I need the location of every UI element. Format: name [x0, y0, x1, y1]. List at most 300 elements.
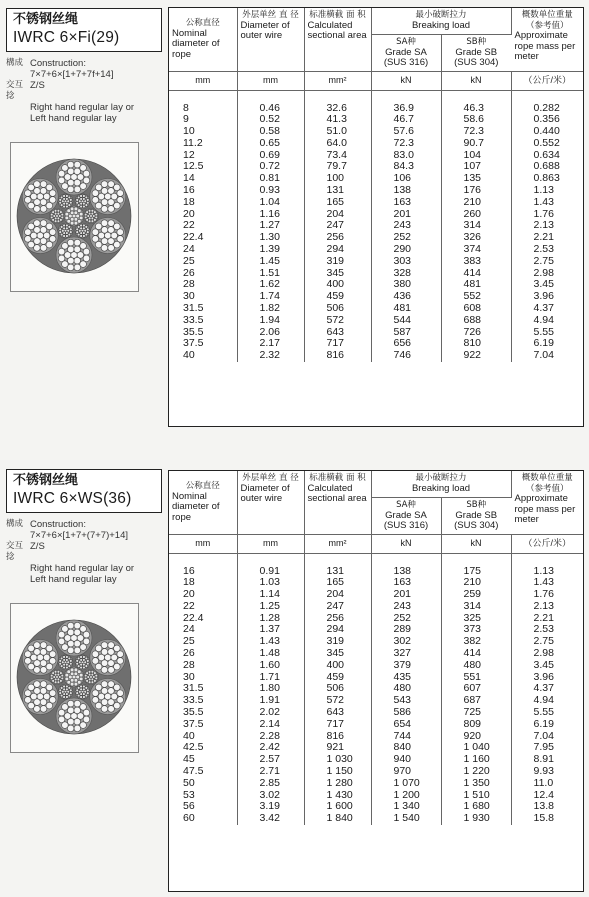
product-title-box: [6, 8, 162, 52]
cell-rope-mass: 2.13: [533, 599, 554, 612]
cell-rope-mass: 0.356: [533, 113, 560, 126]
rope-info-panel: [6, 469, 164, 585]
cell-outer-wire-diameter: 1.30: [237, 232, 304, 244]
table-row: [169, 327, 583, 339]
cell-rope-mass: 2.21: [533, 231, 554, 244]
cell-nominal-diameter: 40: [169, 731, 237, 743]
unit-mass: （公斤/米）: [511, 71, 583, 90]
cell-sectional-area: 816: [304, 731, 371, 743]
cell-sectional-area: 165: [304, 197, 371, 209]
cell-nominal-diameter: 16: [169, 185, 237, 197]
cell-sectional-area: 319: [304, 256, 371, 268]
cell-breaking-load-sa: 586: [371, 707, 441, 719]
cell-breaking-load-sb: 920: [441, 731, 511, 743]
cell-nominal-diameter: 16: [169, 566, 237, 578]
construction-label: Construction:: [30, 519, 86, 530]
cell-nominal-diameter: 47.5: [169, 766, 237, 778]
lay-description-2: Left hand regular lay: [30, 113, 117, 124]
cell-breaking-load-sb: 58.6: [441, 114, 511, 126]
cell-rope-mass: 4.94: [533, 313, 554, 326]
cell-sectional-area: 717: [304, 338, 371, 350]
cell-outer-wire-diameter: 1.71: [237, 672, 304, 684]
unit-mm2: mm²: [304, 71, 371, 90]
cell-sectional-area: 51.0: [304, 126, 371, 138]
table-row: [169, 244, 583, 256]
cell-nominal-diameter: 37.5: [169, 338, 237, 350]
unit-mm: mm: [169, 534, 237, 553]
cell-sectional-area: 921: [304, 742, 371, 754]
cell-nominal-diameter: 31.5: [169, 303, 237, 315]
cell-sectional-area: 32.6: [304, 103, 371, 115]
cell-sectional-area: 204: [304, 209, 371, 221]
cell-breaking-load-sb: 1 930: [441, 813, 511, 825]
table-row: [169, 660, 583, 672]
cell-outer-wire-diameter: 2.32: [237, 350, 304, 362]
cell-nominal-diameter: 18: [169, 197, 237, 209]
cell-sectional-area: 204: [304, 589, 371, 601]
cell-rope-mass: 0.634: [533, 148, 560, 161]
cell-breaking-load-sa: 290: [371, 244, 441, 256]
units-row: [169, 534, 583, 553]
cell-breaking-load-sa: 252: [371, 613, 441, 625]
cell-breaking-load-sb: 175: [441, 566, 511, 578]
unit-mm: mm: [237, 71, 304, 90]
cell-outer-wire-diameter: 0.69: [237, 150, 304, 162]
cell-nominal-diameter: 20: [169, 209, 237, 221]
cell-sectional-area: 64.0: [304, 138, 371, 150]
cell-outer-wire-diameter: 2.57: [237, 754, 304, 766]
table-row: [169, 126, 583, 138]
cell-breaking-load-sa: 1 340: [371, 801, 441, 813]
cell-nominal-diameter: 24: [169, 624, 237, 636]
table-row: [169, 813, 583, 825]
cell-breaking-load-sa: 302: [371, 636, 441, 648]
cell-sectional-area: 1 430: [304, 790, 371, 802]
cell-breaking-load-sa: 327: [371, 648, 441, 660]
table-row: [169, 268, 583, 280]
cell-outer-wire-diameter: 1.45: [237, 256, 304, 268]
cell-breaking-load-sb: 1 160: [441, 754, 511, 766]
cell-rope-mass: 5.55: [533, 706, 554, 719]
cell-breaking-load-sb: 210: [441, 197, 511, 209]
cell-breaking-load-sb: 552: [441, 291, 511, 303]
cell-breaking-load-sb: 382: [441, 636, 511, 648]
cell-rope-mass: 4.37: [533, 302, 554, 315]
cell-outer-wire-diameter: 1.48: [237, 648, 304, 660]
cell-breaking-load-sb: 104: [441, 150, 511, 162]
table-row: [169, 731, 583, 743]
cell-breaking-load-sa: 480: [371, 683, 441, 695]
table-row: [169, 742, 583, 754]
cell-breaking-load-sb: 325: [441, 613, 511, 625]
unit-kn: kN: [441, 534, 511, 553]
unit-mass: （公斤/米）: [511, 534, 583, 553]
cell-breaking-load-sa: 138: [371, 185, 441, 197]
cell-rope-mass: 0.863: [533, 172, 560, 185]
cell-breaking-load-sa: 587: [371, 327, 441, 339]
table-row: [169, 790, 583, 802]
specification-table: [168, 7, 584, 427]
cell-outer-wire-diameter: 2.42: [237, 742, 304, 754]
cell-outer-wire-diameter: 3.02: [237, 790, 304, 802]
cell-breaking-load-sb: 687: [441, 695, 511, 707]
cell-nominal-diameter: 24: [169, 244, 237, 256]
col-outer-wire-diameter: 外层单丝 直 径 Diameter of outer wire: [237, 8, 304, 71]
cell-breaking-load-sb: 1 040: [441, 742, 511, 754]
cell-rope-mass: 0.688: [533, 160, 560, 173]
cell-rope-mass: 2.98: [533, 647, 554, 660]
cell-sectional-area: 459: [304, 291, 371, 303]
cell-rope-mass: 2.53: [533, 243, 554, 256]
cell-breaking-load-sa: 106: [371, 173, 441, 185]
lay-value: Z/S: [30, 541, 45, 552]
cell-sectional-area: 294: [304, 624, 371, 636]
cell-outer-wire-diameter: 1.04: [237, 197, 304, 209]
cell-nominal-diameter: 26: [169, 268, 237, 280]
table-row: [169, 754, 583, 766]
cell-breaking-load-sa: 36.9: [371, 103, 441, 115]
cell-breaking-load-sa: 289: [371, 624, 441, 636]
cell-outer-wire-diameter: 0.81: [237, 173, 304, 185]
cell-nominal-diameter: 22.4: [169, 232, 237, 244]
cell-sectional-area: 1 030: [304, 754, 371, 766]
table-row: [169, 103, 583, 115]
table-row: [169, 291, 583, 303]
cell-nominal-diameter: 40: [169, 350, 237, 362]
cell-breaking-load-sa: 1 070: [371, 778, 441, 790]
cell-outer-wire-diameter: 2.06: [237, 327, 304, 339]
cell-rope-mass: 7.04: [533, 729, 554, 742]
cell-outer-wire-diameter: 2.85: [237, 778, 304, 790]
table-row: [169, 648, 583, 660]
cell-rope-mass: 0.552: [533, 136, 560, 149]
cell-breaking-load-sa: 1 200: [371, 790, 441, 802]
table-row: [169, 303, 583, 315]
units-row: [169, 71, 583, 90]
cell-rope-mass: 2.53: [533, 623, 554, 636]
table-row: [169, 256, 583, 268]
specification-table: [168, 470, 584, 892]
cell-outer-wire-diameter: 1.37: [237, 624, 304, 636]
cell-breaking-load-sb: 810: [441, 338, 511, 350]
cell-breaking-load-sa: 379: [371, 660, 441, 672]
cell-outer-wire-diameter: 0.91: [237, 566, 304, 578]
cell-breaking-load-sb: 90.7: [441, 138, 511, 150]
table-row: [169, 577, 583, 589]
cell-outer-wire-diameter: 1.03: [237, 577, 304, 589]
table-row: [169, 197, 583, 209]
cell-sectional-area: 79.7: [304, 161, 371, 173]
construction-key: 構成: [6, 519, 24, 529]
cell-sectional-area: 131: [304, 566, 371, 578]
cell-breaking-load-sa: 243: [371, 601, 441, 613]
cell-outer-wire-diameter: 1.80: [237, 683, 304, 695]
table-row: [169, 279, 583, 291]
cell-breaking-load-sa: 303: [371, 256, 441, 268]
cell-nominal-diameter: 20: [169, 589, 237, 601]
cell-breaking-load-sb: 135: [441, 173, 511, 185]
cell-breaking-load-sa: 46.7: [371, 114, 441, 126]
col-grade-sb: SB种 Grade SB (SUS 304): [441, 498, 511, 535]
cell-nominal-diameter: 50: [169, 778, 237, 790]
cell-rope-mass: 7.95: [533, 741, 554, 754]
cell-outer-wire-diameter: 1.14: [237, 589, 304, 601]
cell-sectional-area: 400: [304, 279, 371, 291]
table-row: [169, 350, 583, 362]
table-row: [169, 766, 583, 778]
cell-sectional-area: 131: [304, 185, 371, 197]
cell-breaking-load-sa: 436: [371, 291, 441, 303]
table-row: [169, 220, 583, 232]
cell-breaking-load-sb: 373: [441, 624, 511, 636]
cell-sectional-area: 73.4: [304, 150, 371, 162]
cell-rope-mass: 3.45: [533, 278, 554, 291]
cell-sectional-area: 256: [304, 613, 371, 625]
cell-sectional-area: 345: [304, 648, 371, 660]
cell-rope-mass: 15.8: [533, 812, 554, 825]
cell-outer-wire-diameter: 3.42: [237, 813, 304, 825]
cell-nominal-diameter: 33.5: [169, 315, 237, 327]
cell-breaking-load-sa: 201: [371, 589, 441, 601]
cell-breaking-load-sb: 314: [441, 220, 511, 232]
cell-breaking-load-sb: 210: [441, 577, 511, 589]
table-row: [169, 173, 583, 185]
construction-info: [6, 58, 164, 124]
lay-description-1: Right hand regular lay or: [30, 102, 135, 113]
cell-sectional-area: 506: [304, 683, 371, 695]
cell-rope-mass: 1.13: [533, 184, 554, 197]
cell-breaking-load-sa: 380: [371, 279, 441, 291]
cell-nominal-diameter: 45: [169, 754, 237, 766]
table-row: [169, 601, 583, 613]
cell-nominal-diameter: 18: [169, 577, 237, 589]
cell-rope-mass: 3.96: [533, 290, 554, 303]
cell-outer-wire-diameter: 1.27: [237, 220, 304, 232]
cell-sectional-area: 319: [304, 636, 371, 648]
cell-sectional-area: 400: [304, 660, 371, 672]
lay-description-2: Left hand regular lay: [30, 574, 117, 585]
cell-outer-wire-diameter: 3.19: [237, 801, 304, 813]
col-nominal-diameter: 公称直径 Nominal diameter of rope: [169, 8, 237, 71]
cell-breaking-load-sa: 654: [371, 719, 441, 731]
cell-nominal-diameter: 22: [169, 220, 237, 232]
cell-breaking-load-sb: 607: [441, 683, 511, 695]
cell-breaking-load-sb: 1 220: [441, 766, 511, 778]
cell-breaking-load-sb: 259: [441, 589, 511, 601]
cell-outer-wire-diameter: 1.91: [237, 695, 304, 707]
cell-breaking-load-sb: 414: [441, 648, 511, 660]
rope-cross-section-image: [11, 604, 138, 752]
cell-outer-wire-diameter: 1.25: [237, 601, 304, 613]
cell-rope-mass: 6.19: [533, 337, 554, 350]
table-row: [169, 232, 583, 244]
col-breaking-load: 最小破断拉力 Breaking load: [371, 8, 511, 35]
cell-breaking-load-sa: 746: [371, 350, 441, 362]
cell-rope-mass: 1.76: [533, 588, 554, 601]
cell-outer-wire-diameter: 0.58: [237, 126, 304, 138]
table-row: [169, 589, 583, 601]
cell-breaking-load-sb: 922: [441, 350, 511, 362]
col-grade-sa: SA种 Grade SA (SUS 316): [371, 35, 441, 72]
col-grade-sb: SB种 Grade SB (SUS 304): [441, 35, 511, 72]
cell-breaking-load-sa: 72.3: [371, 138, 441, 150]
cell-breaking-load-sa: 57.6: [371, 126, 441, 138]
cell-rope-mass: 1.43: [533, 195, 554, 208]
cell-nominal-diameter: 22.4: [169, 613, 237, 625]
cell-nominal-diameter: 28: [169, 660, 237, 672]
construction-label: Construction:: [30, 58, 86, 69]
cell-nominal-diameter: 56: [169, 801, 237, 813]
cell-sectional-area: 1 840: [304, 813, 371, 825]
product-title-cn: 不锈钢丝绳: [13, 12, 79, 27]
cell-breaking-load-sa: 163: [371, 197, 441, 209]
cell-nominal-diameter: 10: [169, 126, 237, 138]
cell-nominal-diameter: 42.5: [169, 742, 237, 754]
cell-breaking-load-sb: 726: [441, 327, 511, 339]
cell-breaking-load-sa: 435: [371, 672, 441, 684]
cell-breaking-load-sa: 201: [371, 209, 441, 221]
cell-nominal-diameter: 26: [169, 648, 237, 660]
cell-breaking-load-sb: 551: [441, 672, 511, 684]
cell-nominal-diameter: 33.5: [169, 695, 237, 707]
cell-breaking-load-sb: 1 680: [441, 801, 511, 813]
cell-outer-wire-diameter: 0.46: [237, 103, 304, 115]
cell-nominal-diameter: 25: [169, 256, 237, 268]
cell-rope-mass: 3.45: [533, 658, 554, 671]
cell-breaking-load-sa: 328: [371, 268, 441, 280]
cell-breaking-load-sa: 138: [371, 566, 441, 578]
unit-mm: mm: [237, 534, 304, 553]
table-row: [169, 150, 583, 162]
unit-kn: kN: [371, 534, 441, 553]
table-row: [169, 114, 583, 126]
cell-sectional-area: 247: [304, 220, 371, 232]
cell-sectional-area: 459: [304, 672, 371, 684]
cell-breaking-load-sa: 970: [371, 766, 441, 778]
cell-outer-wire-diameter: 2.14: [237, 719, 304, 731]
cell-breaking-load-sa: 83.0: [371, 150, 441, 162]
cell-sectional-area: 717: [304, 719, 371, 731]
cell-breaking-load-sa: 543: [371, 695, 441, 707]
table-row: [169, 338, 583, 350]
table-row: [169, 566, 583, 578]
cell-rope-mass: 13.8: [533, 800, 554, 813]
cell-nominal-diameter: 31.5: [169, 683, 237, 695]
cell-rope-mass: 5.55: [533, 325, 554, 338]
col-sectional-area: 标准横截 面 积 Calculated sectional area: [304, 8, 371, 71]
cell-breaking-load-sa: 84.3: [371, 161, 441, 173]
cell-breaking-load-sb: 1 510: [441, 790, 511, 802]
cell-breaking-load-sb: 260: [441, 209, 511, 221]
cell-outer-wire-diameter: 1.16: [237, 209, 304, 221]
cell-breaking-load-sa: 840: [371, 742, 441, 754]
cell-sectional-area: 294: [304, 244, 371, 256]
cell-rope-mass: 11.0: [533, 776, 554, 789]
cell-breaking-load-sb: 809: [441, 719, 511, 731]
cell-nominal-diameter: 35.5: [169, 707, 237, 719]
cell-breaking-load-sb: 107: [441, 161, 511, 173]
cell-breaking-load-sb: 383: [441, 256, 511, 268]
table-row: [169, 161, 583, 173]
cell-sectional-area: 100: [304, 173, 371, 185]
cell-outer-wire-diameter: 1.82: [237, 303, 304, 315]
cell-breaking-load-sb: 414: [441, 268, 511, 280]
cell-breaking-load-sa: 481: [371, 303, 441, 315]
col-sectional-area: 标准横截 面 积 Calculated sectional area: [304, 471, 371, 534]
cell-rope-mass: 1.43: [533, 576, 554, 589]
product-title-en: IWRC 6×Fi(29): [13, 29, 120, 46]
unit-mm2: mm²: [304, 534, 371, 553]
cell-breaking-load-sb: 1 350: [441, 778, 511, 790]
col-rope-mass: 概数单位重量 （参考值） Approximate rope mass per meter: [511, 471, 583, 534]
cell-rope-mass: 4.37: [533, 682, 554, 695]
rope-cross-section-image: [11, 143, 138, 291]
col-outer-wire-diameter: 外层单丝 直 径 Diameter of outer wire: [237, 471, 304, 534]
product-title-en: IWRC 6×WS(36): [13, 490, 132, 507]
unit-kn: kN: [441, 71, 511, 90]
cell-outer-wire-diameter: 2.28: [237, 731, 304, 743]
cell-nominal-diameter: 37.5: [169, 719, 237, 731]
cell-nominal-diameter: 35.5: [169, 327, 237, 339]
cell-outer-wire-diameter: 1.62: [237, 279, 304, 291]
table-row: [169, 695, 583, 707]
table-row: [169, 185, 583, 197]
table-row: [169, 778, 583, 790]
cell-outer-wire-diameter: 1.28: [237, 613, 304, 625]
cell-nominal-diameter: 28: [169, 279, 237, 291]
cell-breaking-load-sa: 744: [371, 731, 441, 743]
construction-value: 7×7+6×[1+7+7f+14]: [30, 69, 114, 80]
cell-breaking-load-sb: 314: [441, 601, 511, 613]
cell-sectional-area: 256: [304, 232, 371, 244]
cell-rope-mass: 2.75: [533, 254, 554, 267]
cell-sectional-area: 643: [304, 707, 371, 719]
cell-rope-mass: 1.76: [533, 207, 554, 220]
cell-breaking-load-sb: 608: [441, 303, 511, 315]
cell-outer-wire-diameter: 2.71: [237, 766, 304, 778]
cell-sectional-area: 816: [304, 350, 371, 362]
cell-breaking-load-sa: 243: [371, 220, 441, 232]
lay-description-1: Right hand regular lay or: [30, 563, 135, 574]
cell-sectional-area: 572: [304, 695, 371, 707]
rope-info-panel: [6, 8, 164, 124]
cell-outer-wire-diameter: 1.60: [237, 660, 304, 672]
table-row: [169, 315, 583, 327]
cell-outer-wire-diameter: 2.17: [237, 338, 304, 350]
table-row: [169, 636, 583, 648]
cell-rope-mass: 3.96: [533, 670, 554, 683]
table-row: [169, 707, 583, 719]
col-rope-mass: 概数单位重量 （参考值） Approximate rope mass per meter: [511, 8, 583, 71]
cell-nominal-diameter: 30: [169, 672, 237, 684]
cell-sectional-area: 572: [304, 315, 371, 327]
table-body: [169, 90, 583, 362]
rope-cross-section-diagram: [10, 142, 139, 292]
cell-nominal-diameter: 12: [169, 150, 237, 162]
cell-rope-mass: 2.75: [533, 635, 554, 648]
cell-outer-wire-diameter: 1.94: [237, 315, 304, 327]
col-nominal-diameter: 公称直径 Nominal diameter of rope: [169, 471, 237, 534]
table-row: [169, 613, 583, 625]
cell-outer-wire-diameter: 0.52: [237, 114, 304, 126]
cell-outer-wire-diameter: 1.43: [237, 636, 304, 648]
rope-cross-section-diagram: [10, 603, 139, 753]
table-row: [169, 672, 583, 684]
construction-value: 7×7+6×[1+7+(7+7)+14]: [30, 530, 128, 541]
cell-sectional-area: 506: [304, 303, 371, 315]
cell-nominal-diameter: 12.5: [169, 161, 237, 173]
cell-rope-mass: 0.440: [533, 125, 560, 138]
